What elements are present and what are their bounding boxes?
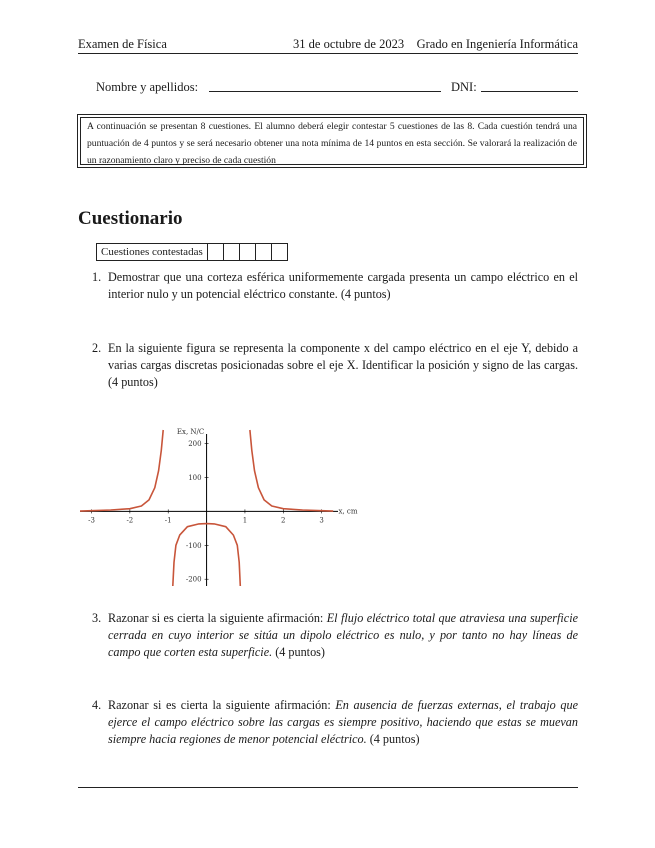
field-curve-1 <box>80 430 163 511</box>
x-tick-label: -3 <box>88 516 95 525</box>
answer-box[interactable] <box>224 244 240 260</box>
x-tick-label: -2 <box>126 516 134 525</box>
question-text <box>108 697 578 748</box>
x-tick-label: 3 <box>319 516 324 525</box>
question-statement: El flujo eléctrico total que atraviesa una superficie cerrada en cuyo interior se sitúa un dipolo eléctrico es nulo, y por tanto no hay líneas de campo que corten esta superficie. <box>108 611 578 659</box>
exam-subject: Examen de Física <box>78 37 167 51</box>
question-4 <box>92 697 578 748</box>
y-axis-label: Ex, N/C <box>176 428 205 436</box>
question-points: (4 puntos) <box>366 732 420 746</box>
answer-box[interactable] <box>272 244 287 260</box>
electric-field-figure <box>76 424 366 595</box>
student-info-row <box>96 80 578 95</box>
answer-box[interactable] <box>240 244 256 260</box>
question-statement: En ausencia de fuerzas externas, el trabajo que ejerce el campo eléctrico sobre las cargas es siempre positivo, haciendo que estas se muevan siempre hacia regiones de menor potencial eléctrico. <box>108 698 578 746</box>
dni-label: DNI: <box>451 80 477 94</box>
field-curve-3 <box>250 430 333 511</box>
name-field[interactable] <box>209 91 441 92</box>
x-tick-label: 1 <box>242 516 248 525</box>
x-axis-label: x, cm <box>338 507 358 516</box>
section-title: Cuestionario <box>78 208 183 229</box>
question-number: 1. <box>92 270 102 284</box>
y-tick-label: 200 <box>188 440 202 449</box>
question-text <box>108 610 578 661</box>
question-text: Demostrar que una corteza esférica uniformemente cargada presenta un campo eléctrico en el interior nulo y un potencial eléctrico constante. (4 puntos) <box>108 270 578 301</box>
y-tick-label: -200 <box>185 575 202 584</box>
y-tick-label: 100 <box>188 473 202 482</box>
answered-counter-label: Cuestiones contestadas <box>97 244 208 260</box>
instructions-box <box>77 114 587 168</box>
instructions-text: A continuación se presentan 8 cuestiones. El alumno deberá elegir contestar 5 cuestiones de las 8. Cada cuestión tendrá una puntuación de 4 puntos y se será necesario obtener una nota mínima de 14 puntos en esta sección. Se valorará la realización de un razonamiento claro y preciso de cada cuestión <box>80 117 584 165</box>
chart-svg <box>76 424 366 590</box>
question-1 <box>92 269 578 303</box>
question-number: 4. <box>92 698 102 712</box>
question-intro: Razonar si es cierta la siguiente afirmación: <box>108 698 336 712</box>
exam-header <box>78 37 578 54</box>
question-3 <box>92 610 578 661</box>
y-tick-label: -100 <box>185 541 202 550</box>
x-tick-label: -1 <box>164 516 172 525</box>
answered-counter <box>96 243 288 261</box>
answer-box[interactable] <box>208 244 224 260</box>
exam-date-degree: 31 de octubre de 2023 Grado en Ingeniería Informática <box>293 37 578 51</box>
dni-field[interactable] <box>481 91 578 92</box>
name-label: Nombre y apellidos: <box>96 80 199 94</box>
question-text: En la siguiente figura se representa la componente x del campo eléctrico en el eje Y, debido a varias cargas discretas posicionadas sobre el eje X. Identificar la posición y signo de las cargas. (4 puntos) <box>108 341 578 389</box>
question-number: 3. <box>92 611 102 625</box>
question-points: (4 puntos) <box>272 645 325 659</box>
x-tick-label: 2 <box>281 516 286 525</box>
answer-box[interactable] <box>256 244 272 260</box>
question-intro: Razonar si es cierta la siguiente afirmación: <box>108 611 327 625</box>
question-2 <box>92 340 578 391</box>
question-number: 2. <box>92 341 102 355</box>
footer-divider <box>78 787 578 788</box>
